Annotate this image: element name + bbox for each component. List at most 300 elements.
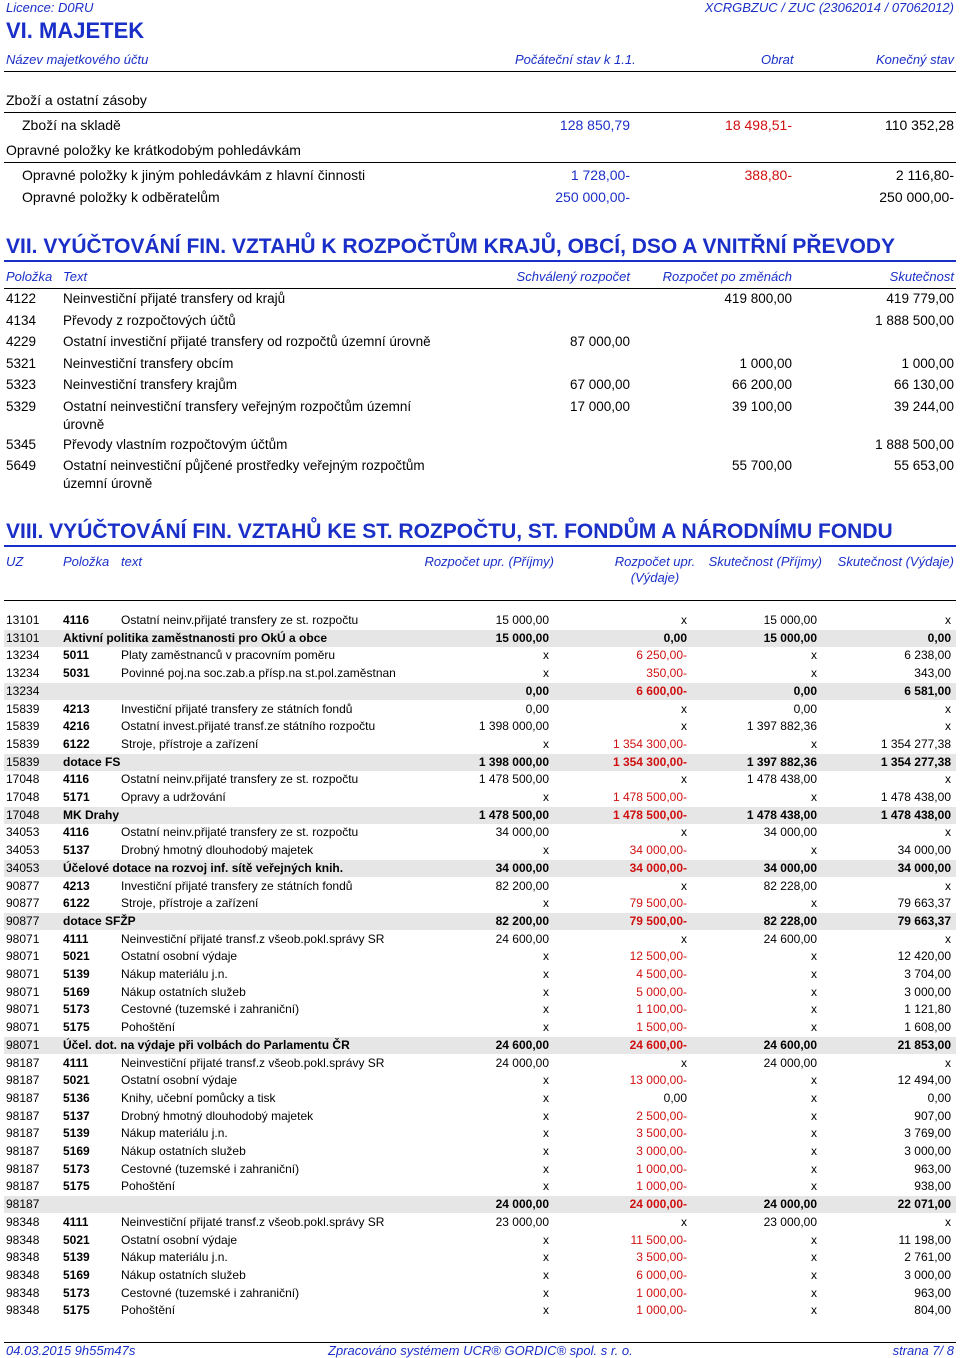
item-text: Ostatní neinv.přijaté transfery ze st. rozpočtu	[121, 825, 359, 839]
changed-budget: 419 800,00	[724, 291, 792, 306]
uz-code: 98187	[6, 1073, 40, 1087]
budget-expense: 11 500,00-	[630, 1233, 687, 1247]
budget-income: x	[543, 737, 549, 751]
item-text: územní úrovně	[63, 476, 153, 491]
budget-income: 15 000,00	[495, 631, 549, 645]
budget-income: 82 200,00	[495, 879, 549, 893]
uz-code: 17048	[6, 808, 40, 822]
item-text: Drobný hmotný dlouhodobý majetek	[121, 843, 314, 857]
item-code: 5175	[63, 1020, 90, 1034]
actual-expense: 907,00	[914, 1109, 951, 1123]
item-code: 5021	[63, 1233, 90, 1247]
budget-expense: 1 478 500,00-	[612, 808, 687, 822]
actual-expense: 79 663,37	[897, 914, 951, 928]
item-code: 5329	[6, 399, 37, 414]
item-code: 5137	[63, 843, 90, 857]
s8-col-actual-out: Skutečnost (Výdaje)	[837, 554, 954, 569]
budget-expense: 1 000,00-	[636, 1162, 687, 1176]
actual-income: 82 228,00	[763, 879, 817, 893]
asset-end: 110 352,28	[884, 117, 954, 133]
actual-income: x	[811, 1179, 817, 1193]
actual-expense: 963,00	[914, 1162, 951, 1176]
item-code: 4111	[63, 1215, 89, 1229]
actual-expense: 1 478 438,00	[880, 790, 951, 804]
actual-income: 24 000,00	[763, 1197, 817, 1211]
budget-expense: x	[681, 719, 687, 733]
actual-income: x	[811, 1233, 817, 1247]
actual-expense: x	[945, 1215, 951, 1229]
uz-code: 90877	[6, 879, 40, 893]
uz-code: 13234	[6, 666, 40, 680]
actual-value: 1 888 500,00	[875, 313, 954, 328]
uz-code: 17048	[6, 772, 40, 786]
actual-income: 0,00	[793, 684, 817, 698]
budget-income: x	[543, 1073, 549, 1087]
divider	[4, 71, 956, 72]
s8-col-item: Položka	[63, 554, 110, 569]
item-code: 4116	[63, 772, 90, 786]
s8-col-text: text	[121, 554, 142, 569]
item-text: Cestovné (tuzemské i zahraniční)	[121, 1002, 300, 1016]
budget-expense: 6 000,00-	[636, 1268, 687, 1282]
approved-budget: 87 000,00	[569, 334, 630, 349]
actual-expense: 21 853,00	[897, 1038, 951, 1052]
actual-income: 1 397 882,36	[746, 719, 817, 733]
actual-income: 1 397 882,36	[746, 755, 817, 769]
item-text: Ostatní osobní výdaje	[121, 1233, 238, 1247]
budget-income: x	[543, 949, 549, 963]
budget-expense: x	[681, 1056, 687, 1070]
item-text: Neinvestiční transfery krajům	[63, 377, 238, 392]
actual-expense: x	[945, 1056, 951, 1070]
budget-income: x	[543, 1162, 549, 1176]
uz-code: 98348	[6, 1250, 40, 1264]
uz-code: 98187	[6, 1144, 40, 1158]
report-code: XCRGBZUC / ZUC (23062014 / 07062012)	[704, 0, 954, 15]
budget-income: 15 000,00	[495, 613, 549, 627]
item-text: Cestovné (tuzemské i zahraniční)	[121, 1162, 300, 1176]
uz-code: 98071	[6, 1038, 40, 1052]
budget-income: x	[543, 648, 549, 662]
item-text: Knihy, učební pomůcky a tisk	[121, 1091, 276, 1105]
budget-income: x	[543, 1303, 549, 1317]
asset-start: 1 728,00-	[570, 167, 630, 183]
budget-expense: x	[681, 879, 687, 893]
uz-code: 98348	[6, 1233, 40, 1247]
budget-expense: 350,00-	[646, 666, 687, 680]
item-code: 5173	[63, 1162, 90, 1176]
budget-income: 24 000,00	[495, 1197, 549, 1211]
uz-code: 34053	[6, 861, 40, 875]
title-underline	[4, 260, 956, 262]
actual-income: x	[811, 1268, 817, 1282]
uz-code: 15839	[6, 702, 40, 716]
item-text: Pohoštění	[121, 1303, 176, 1317]
uz-code: 98348	[6, 1303, 40, 1317]
actual-income: 34 000,00	[763, 861, 817, 875]
actual-income: 24 600,00	[763, 1038, 817, 1052]
actual-income: 34 000,00	[763, 825, 817, 839]
budget-income: x	[543, 843, 549, 857]
changed-budget: 1 000,00	[739, 356, 792, 371]
budget-income: 1 478 500,00	[478, 772, 549, 786]
budget-expense: 1 354 300,00-	[612, 755, 687, 769]
s6-col-start: Počáteční stav k 1.1.	[515, 52, 636, 67]
item-text: Neinvestiční přijaté transf.z všeob.pokl.správy SR	[121, 1215, 385, 1229]
item-code: 4134	[6, 313, 37, 328]
actual-value: 39 244,00	[893, 399, 954, 414]
s7-col-text: Text	[63, 269, 88, 284]
uz-code: 13234	[6, 684, 40, 698]
s6-col-turnover: Obrat	[761, 52, 794, 67]
item-code: 5321	[6, 356, 37, 371]
item-text: Pohoštění	[121, 1020, 176, 1034]
item-code: 5137	[63, 1109, 90, 1123]
item-text: Nákup ostatních služeb	[121, 1268, 246, 1282]
summary-label: dotace FS	[63, 755, 121, 769]
uz-code: 98071	[6, 932, 40, 946]
budget-income: 24 000,00	[495, 1056, 549, 1070]
summary-label: MK Drahy	[63, 808, 120, 822]
actual-income: x	[811, 1002, 817, 1016]
item-code: 5649	[6, 458, 37, 473]
item-text: Cestovné (tuzemské i zahraniční)	[121, 1286, 300, 1300]
budget-income: x	[543, 896, 549, 910]
actual-income: x	[811, 1162, 817, 1176]
uz-code: 98071	[6, 1020, 40, 1034]
item-text: Opravy a udržování	[121, 790, 226, 804]
actual-income: 1 478 438,00	[746, 808, 817, 822]
item-text: úrovně	[63, 417, 105, 432]
footer-page: strana 7/ 8	[892, 1343, 954, 1358]
actual-expense: 3 000,00	[904, 1268, 951, 1282]
item-text: Ostatní invest.přijaté transf.ze státního rozpočtu	[121, 719, 376, 733]
item-code: 5169	[63, 985, 90, 999]
footer-processed: Zpracováno systémem UCR® GORDIC® spol. s r. o.	[328, 1343, 633, 1358]
actual-income: x	[811, 843, 817, 857]
budget-expense: 24 600,00-	[629, 1038, 687, 1052]
actual-income: x	[811, 1303, 817, 1317]
uz-code: 90877	[6, 914, 40, 928]
budget-expense: 3 500,00-	[636, 1250, 687, 1264]
item-text: Ostatní neinv.přijaté transfery ze st. rozpočtu	[121, 772, 359, 786]
changed-budget: 55 700,00	[731, 458, 792, 473]
item-code: 5323	[6, 377, 37, 392]
budget-expense: 12 500,00-	[629, 949, 687, 963]
budget-expense: 34 000,00-	[629, 843, 687, 857]
actual-expense: 343,00	[914, 666, 951, 680]
actual-expense: x	[945, 702, 951, 716]
budget-income: 82 200,00	[495, 914, 549, 928]
budget-expense: 1 100,00-	[636, 1002, 687, 1016]
item-code: 5173	[63, 1002, 90, 1016]
approved-budget: 17 000,00	[569, 399, 630, 414]
item-code: 6122	[63, 737, 90, 751]
uz-code: 98187	[6, 1056, 40, 1070]
s8-col-budget-in: Rozpočet upr. (Příjmy)	[424, 554, 554, 569]
actual-income: x	[811, 1091, 817, 1105]
actual-expense: 0,00	[927, 631, 951, 645]
uz-code: 90877	[6, 896, 40, 910]
actual-expense: 0,00	[927, 1091, 951, 1105]
budget-income: 34 000,00	[495, 861, 549, 875]
uz-code: 98187	[6, 1091, 40, 1105]
actual-expense: 1 354 277,38	[880, 737, 951, 751]
budget-expense: 3 500,00-	[636, 1126, 687, 1140]
asset-name: Opravné položky k odběratelům	[22, 189, 220, 205]
uz-code: 98071	[6, 949, 40, 963]
s6-col-name: Název majetkového účtu	[6, 52, 149, 67]
asset-name: Opravné položky k jiným pohledávkám z hlavní činnosti	[22, 167, 366, 183]
item-text: Převody vlastním rozpočtovým účtům	[63, 437, 288, 452]
item-text: Nákup materiálu j.n.	[121, 1250, 228, 1264]
item-text: Neinvestiční přijaté transfery od krajů	[63, 291, 286, 306]
budget-expense: 4 500,00-	[636, 967, 687, 981]
item-text: Pohoštění	[121, 1179, 176, 1193]
actual-income: x	[811, 985, 817, 999]
footer-datetime: 04.03.2015 9h55m47s	[6, 1343, 136, 1358]
item-text: Neinvestiční přijaté transf.z všeob.pokl.správy SR	[121, 1056, 385, 1070]
actual-value: 55 653,00	[893, 458, 954, 473]
budget-income: x	[543, 1286, 549, 1300]
actual-income: 24 600,00	[763, 932, 817, 946]
budget-expense: 1 000,00-	[636, 1286, 687, 1300]
budget-expense: 79 500,00-	[629, 914, 687, 928]
item-text: Nákup materiálu j.n.	[121, 1126, 228, 1140]
actual-expense: 12 420,00	[897, 949, 951, 963]
section-8-title: VIII. VYÚČTOVÁNÍ FIN. VZTAHŮ KE ST. ROZPOČTU, ST. FONDŮM A NÁRODNÍMU FONDU	[6, 520, 893, 543]
uz-code: 13234	[6, 648, 40, 662]
actual-expense: 1 478 438,00	[880, 808, 951, 822]
budget-expense: 79 500,00-	[629, 896, 687, 910]
asset-start: 250 000,00-	[555, 189, 630, 205]
budget-income: 1 478 500,00	[478, 808, 549, 822]
budget-income: 1 398 000,00	[478, 755, 549, 769]
item-code: 4216	[63, 719, 90, 733]
item-code: 6122	[63, 896, 90, 910]
budget-expense: 0,00	[663, 631, 687, 645]
uz-code: 15839	[6, 755, 40, 769]
item-text: Stroje, přístroje a zařízení	[121, 737, 259, 751]
summary-label: Účel. dot. na výdaje při volbách do Parlamentu ČR	[63, 1038, 350, 1052]
item-text: Povinné poj.na soc.zab.a přísp.na st.pol.zaměstnan	[121, 666, 396, 680]
actual-income: x	[811, 648, 817, 662]
changed-budget: 66 200,00	[731, 377, 792, 392]
asset-start: 128 850,79	[559, 117, 630, 133]
actual-income: x	[811, 949, 817, 963]
section-6-title: VI. MAJETEK	[6, 18, 145, 43]
actual-expense: 34 000,00	[897, 843, 951, 857]
budget-expense: x	[681, 1215, 687, 1229]
uz-code: 15839	[6, 737, 40, 751]
asset-turnover: 388,80-	[744, 167, 792, 183]
uz-code: 98187	[6, 1162, 40, 1176]
actual-expense: 1 354 277,38	[880, 755, 951, 769]
actual-income: x	[811, 790, 817, 804]
actual-expense: 3 000,00	[904, 1144, 951, 1158]
actual-income: x	[811, 666, 817, 680]
item-code: 5139	[63, 967, 90, 981]
budget-income: x	[543, 1126, 549, 1140]
budget-income: x	[543, 1144, 549, 1158]
actual-expense: 2 761,00	[904, 1250, 951, 1264]
item-code: 5139	[63, 1126, 90, 1140]
s7-col-actual: Skutečnost	[889, 269, 954, 284]
divider	[4, 112, 956, 113]
budget-expense: 1 000,00-	[636, 1179, 687, 1193]
uz-code: 98348	[6, 1215, 40, 1229]
item-text: Ostatní neinvestiční transfery veřejným rozpočtům územní	[63, 399, 412, 414]
actual-income: x	[811, 1144, 817, 1158]
item-code: 5021	[63, 1073, 90, 1087]
actual-expense: x	[945, 879, 951, 893]
changed-budget: 39 100,00	[731, 399, 792, 414]
budget-expense: 1 354 300,00-	[612, 737, 687, 751]
title-underline	[4, 545, 956, 547]
actual-value: 1 000,00	[901, 356, 954, 371]
budget-income: 34 000,00	[495, 825, 549, 839]
budget-expense: x	[681, 772, 687, 786]
item-code: 4111	[63, 932, 89, 946]
summary-label: Účelové dotace na rozvoj inf. sítě veřejných knih.	[63, 861, 344, 875]
item-code: 5173	[63, 1286, 90, 1300]
actual-income: x	[811, 1126, 817, 1140]
actual-income: x	[811, 1286, 817, 1300]
item-text: Ostatní neinv.přijaté transfery ze st. rozpočtu	[121, 613, 359, 627]
asset-end: 250 000,00-	[879, 189, 954, 205]
actual-income: 1 478 438,00	[746, 772, 817, 786]
budget-income: 24 600,00	[495, 1038, 549, 1052]
actual-expense: 1 608,00	[904, 1020, 951, 1034]
item-code: 4111	[63, 1056, 89, 1070]
item-code: 5011	[63, 648, 90, 662]
actual-value: 1 888 500,00	[875, 437, 954, 452]
uz-code: 98348	[6, 1268, 40, 1282]
item-code: 4116	[63, 825, 90, 839]
divider	[4, 600, 956, 601]
actual-income: 23 000,00	[763, 1215, 817, 1229]
uz-code: 34053	[6, 825, 40, 839]
item-text: Platy zaměstnanců v pracovním poměru	[121, 648, 336, 662]
actual-income: x	[811, 896, 817, 910]
item-code: 4116	[63, 613, 90, 627]
actual-value: 419 779,00	[886, 291, 954, 306]
actual-income: 15 000,00	[763, 613, 817, 627]
item-code: 4213	[63, 702, 90, 716]
item-code: 5139	[63, 1250, 90, 1264]
budget-income: x	[543, 967, 549, 981]
item-text: Stroje, přístroje a zařízení	[121, 896, 259, 910]
summary-label: Aktivní politika zaměstnanosti pro OkÚ a obce	[63, 631, 328, 645]
actual-income: x	[811, 1250, 817, 1264]
item-text: Nákup ostatních služeb	[121, 985, 246, 999]
actual-expense: 3 000,00	[904, 985, 951, 999]
uz-code: 98187	[6, 1197, 40, 1211]
uz-code: 17048	[6, 790, 40, 804]
actual-expense: 938,00	[914, 1179, 951, 1193]
actual-expense: x	[945, 772, 951, 786]
item-text: Ostatní osobní výdaje	[121, 949, 238, 963]
item-code: 5169	[63, 1268, 90, 1282]
item-code: 4229	[6, 334, 37, 349]
item-code: 5031	[63, 666, 90, 680]
budget-expense: 34 000,00-	[629, 861, 687, 875]
uz-code: 98187	[6, 1109, 40, 1123]
s8-col-actual-in: Skutečnost (Příjmy)	[708, 554, 822, 569]
uz-code: 98071	[6, 985, 40, 999]
item-code: 4213	[63, 879, 90, 893]
item-text: Neinvestiční přijaté transf.z všeob.pokl.správy SR	[121, 932, 385, 946]
uz-code: 98187	[6, 1126, 40, 1140]
actual-expense: 79 663,37	[897, 896, 951, 910]
s7-col-approved: Schválený rozpočet	[516, 269, 630, 284]
budget-income: x	[543, 1268, 549, 1282]
uz-code: 13101	[6, 613, 40, 627]
budget-expense: 6 600,00-	[636, 684, 687, 698]
budget-expense: 24 000,00-	[629, 1197, 687, 1211]
s7-col-code: Položka	[6, 269, 53, 284]
budget-income: 23 000,00	[495, 1215, 549, 1229]
item-text: Nákup ostatních služeb	[121, 1144, 246, 1158]
actual-income: 82 228,00	[763, 914, 817, 928]
s7-col-changed: Rozpočet po změnách	[662, 269, 792, 284]
item-code: 5021	[63, 949, 90, 963]
item-text: Drobný hmotný dlouhodobý majetek	[121, 1109, 314, 1123]
budget-income: 0,00	[525, 684, 549, 698]
budget-income: 1 398 000,00	[478, 719, 549, 733]
actual-expense: x	[945, 932, 951, 946]
item-code: 5169	[63, 1144, 90, 1158]
actual-income: 15 000,00	[763, 631, 817, 645]
approved-budget: 67 000,00	[569, 377, 630, 392]
uz-code: 98187	[6, 1179, 40, 1193]
actual-expense: x	[945, 613, 951, 627]
budget-expense: 1 500,00-	[636, 1020, 687, 1034]
budget-income: x	[543, 1091, 549, 1105]
item-text: Ostatní investiční přijaté transfery od rozpočtů územní úrovně	[63, 334, 431, 349]
actual-income: x	[811, 1109, 817, 1123]
actual-expense: 22 071,00	[897, 1197, 951, 1211]
item-code: 5345	[6, 437, 37, 452]
actual-expense: 12 494,00	[897, 1073, 951, 1087]
asset-name: Zboží na skladě	[22, 117, 121, 133]
item-text: Ostatní neinvestiční půjčené prostředky veřejným rozpočtům	[63, 458, 425, 473]
budget-expense: 3 000,00-	[636, 1144, 687, 1158]
item-text: Investiční přijaté transfery ze státních fondů	[121, 702, 353, 716]
budget-income: x	[543, 1109, 549, 1123]
uz-code: 34053	[6, 843, 40, 857]
budget-income: x	[543, 1179, 549, 1193]
uz-code: 13101	[6, 631, 40, 645]
actual-expense: 34 000,00	[897, 861, 951, 875]
budget-expense: 6 250,00-	[636, 648, 687, 662]
asset-turnover: 18 498,51-	[725, 117, 792, 133]
actual-expense: 11 198,00	[898, 1233, 951, 1247]
item-code: 5175	[63, 1179, 90, 1193]
section-7-title: VII. VYÚČTOVÁNÍ FIN. VZTAHŮ K ROZPOČTŮM KRAJŮ, OBCÍ, DSO A VNITŘNÍ PŘEVODY	[6, 235, 896, 258]
budget-expense: x	[681, 825, 687, 839]
actual-expense: x	[945, 825, 951, 839]
asset-group-label: Zboží a ostatní zásoby	[6, 92, 147, 108]
budget-income: x	[543, 1250, 549, 1264]
item-text: Ostatní osobní výdaje	[121, 1073, 238, 1087]
summary-label: dotace SFŽP	[63, 914, 136, 928]
budget-expense: 1 478 500,00-	[612, 790, 687, 804]
budget-expense: 13 000,00-	[629, 1073, 687, 1087]
uz-code: 98071	[6, 1002, 40, 1016]
asset-group-label: Opravné položky ke krátkodobým pohledávkám	[6, 142, 301, 158]
asset-end: 2 116,80-	[895, 167, 954, 183]
